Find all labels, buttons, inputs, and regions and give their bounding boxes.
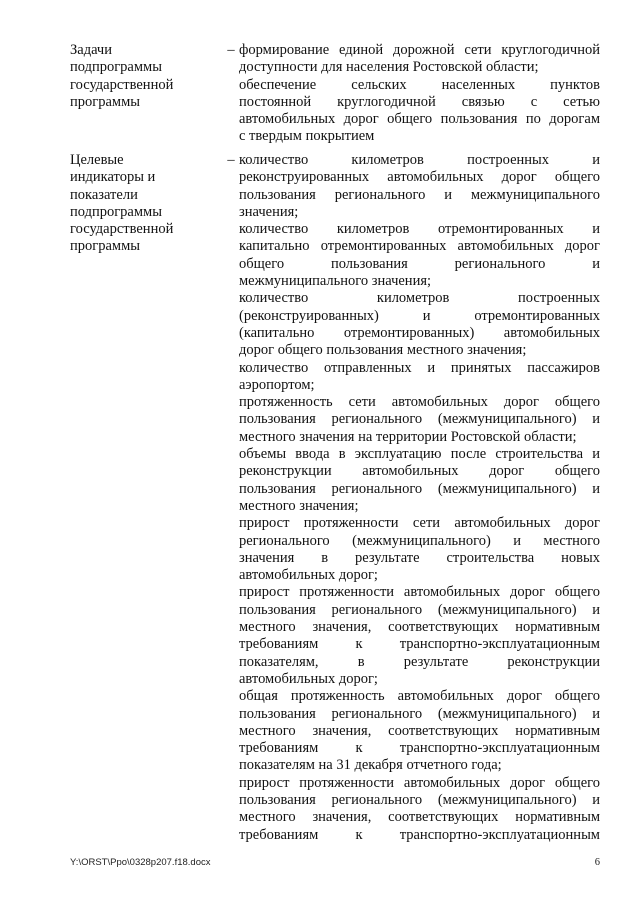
label-line: подпрограммы (70, 203, 162, 220)
paragraph (239, 446, 600, 515)
text-line: протяженность сети автомобильных дорог общего (239, 394, 600, 411)
text-line: аэропортом; (239, 376, 315, 393)
text-line: пользования регионального (межмуниципального) и (239, 791, 600, 808)
label-line: показатели (70, 186, 138, 203)
paragraph (239, 360, 600, 395)
label-line: программы (70, 93, 140, 110)
text-line: общая протяженность автомобильных дорог общего (239, 688, 600, 705)
text-line: местного значения, соответствующих нормативным (239, 722, 600, 739)
paragraph (239, 584, 600, 688)
text-line: прирост протяженности автомобильных дорог общего (239, 584, 600, 601)
section-text (239, 42, 600, 146)
label-line: государственной (70, 221, 174, 238)
text-line: прирост протяженности автомобильных дорог общего (239, 774, 600, 791)
text-line: количество километров построенных и (239, 152, 600, 168)
text-line: прирост протяженности сети автомобильных дорог (239, 515, 600, 532)
text-line: значения в результате строительства новых (239, 549, 600, 566)
paragraph (239, 42, 600, 77)
text-line: реконструированных автомобильных дорог общего (239, 169, 600, 186)
text-line: постоянной круглогодичной связью с сетью (239, 93, 600, 110)
section-dash: – (227, 42, 235, 58)
text-line: показателям, в результате реконструкции (239, 653, 600, 670)
text-line: пользования регионального (межмуниципального) и (239, 705, 600, 722)
text-line: количество отправленных и принятых пассажиров (239, 359, 600, 376)
text-line: межмуниципального значения; (239, 273, 432, 290)
text-line: с твердым покрытием (239, 128, 375, 145)
section-label (70, 42, 215, 146)
text-line: местного значения, соответствующих нормативным (239, 809, 600, 826)
section-label (70, 152, 215, 844)
paragraph (239, 515, 600, 584)
text-line: значения; (239, 203, 299, 220)
text-line: автомобильных дорог; (239, 670, 378, 687)
paragraph (239, 775, 600, 844)
paragraph (239, 77, 600, 146)
text-line: формирование единой дорожной сети круглогодичной (239, 42, 600, 58)
text-line: автомобильных дорог общего пользования по дорогам (239, 111, 600, 128)
text-line: пользования регионального и межмуниципального (239, 186, 600, 203)
text-line: требованиям к транспортно-эксплуатационным (239, 636, 600, 653)
label-line: Задачи (70, 42, 112, 58)
text-line: показателям на 31 декабря отчетного года; (239, 757, 502, 774)
text-line: пользования регионального (межмуниципального) и (239, 411, 600, 428)
paragraph (239, 290, 600, 359)
text-line: (капитально отремонтированных) автомобильных (239, 324, 600, 341)
text-line: местного значения, соответствующих нормативным (239, 619, 600, 636)
text-line: доступности для населения Ростовской области; (239, 59, 539, 76)
text-line: объемы ввода в эксплуатацию после строительства и (239, 446, 600, 463)
text-line: автомобильных дорог; (239, 567, 378, 584)
footer-file-path: Y:\ORST\Ppo\0328p207.f18.docx (70, 857, 211, 868)
label-line: Целевые (70, 152, 124, 168)
text-line: капитально отремонтированных автомобильных дорог (239, 238, 600, 255)
page-number: 6 (594, 857, 600, 868)
label-line: программы (70, 238, 140, 255)
text-line: общего пользования регионального и (239, 255, 600, 272)
text-line: количество километров построенных (239, 290, 600, 307)
text-line: регионального (межмуниципального) и местного (239, 532, 600, 549)
label-line: государственной (70, 76, 174, 93)
text-line: требованиям к транспортно-эксплуатационным (239, 826, 600, 843)
section-indicators (70, 152, 600, 844)
paragraph (239, 394, 600, 446)
section-tasks (70, 42, 600, 146)
text-line: пользования регионального (межмуниципального) и (239, 601, 600, 618)
label-line: индикаторы и (70, 169, 156, 186)
text-line: местного значения; (239, 497, 359, 514)
text-line: количество километров отремонтированных и (239, 221, 600, 238)
paragraph (239, 221, 600, 290)
text-line: пользования регионального (межмуниципального) и (239, 480, 600, 497)
text-line: реконструкции автомобильных дорог общего (239, 463, 600, 480)
paragraph (239, 688, 600, 774)
text-line: местного значения на территории Ростовской области; (239, 428, 577, 445)
paragraph (239, 152, 600, 221)
page-footer (70, 857, 600, 868)
text-line: (реконструированных) и отремонтированных (239, 307, 600, 324)
text-line: дорог общего пользования местного значения; (239, 342, 527, 359)
label-line: подпрограммы (70, 59, 162, 76)
text-line: обеспечение сельских населенных пунктов (239, 76, 600, 93)
text-line: требованиям к транспортно-эксплуатационным (239, 740, 600, 757)
section-text (239, 152, 600, 844)
section-dash: – (227, 152, 235, 168)
